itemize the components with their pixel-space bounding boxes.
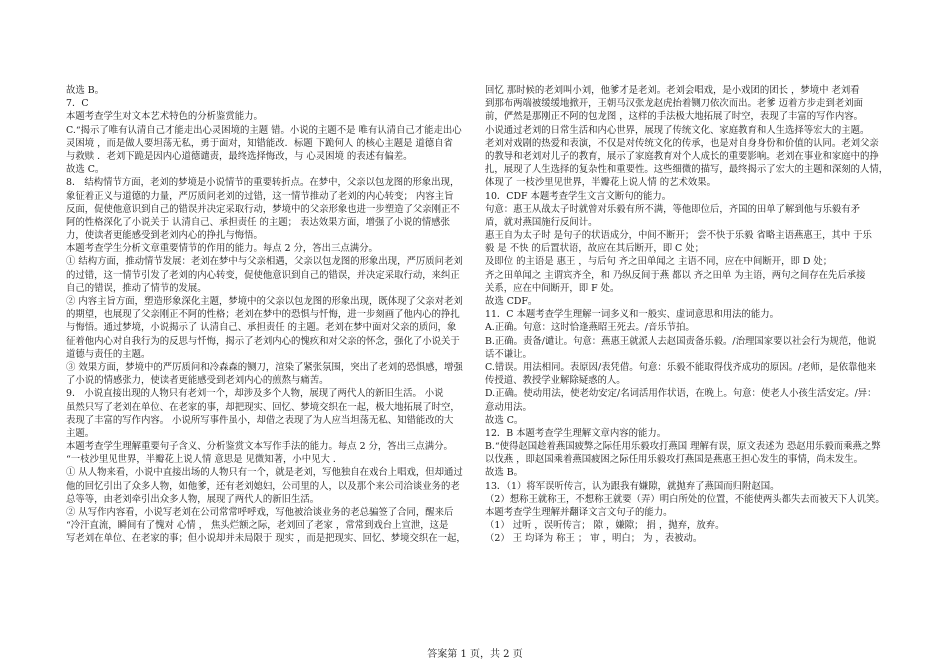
text-line: 齐之田单闻之 主谓宾齐全，和 乃纵反间于燕 都以 齐之田单 为主语，两句之间存在先后承接: [485, 269, 866, 281]
text-line: 力，使读者更能感受到老刘内心的挣扎与悔悟。: [66, 230, 263, 242]
text-line: A.正确。句意：这时恰逢燕昭王死去。/音乐节拍。: [485, 322, 695, 334]
text-line: 象征着正义与道德的力量，严厉质问老刘的过错，这一情节推动了老刘的内心转变； 内容主旨: [66, 190, 454, 202]
text-line: 10．CDF 本题考查学生文言文断句的能力。: [485, 190, 672, 202]
text-line: （2）想称王就称王，不想称王就要（弄）明白所处的位置，不能使两头都失去而被天下人讥笑。: [485, 493, 885, 505]
text-line: 13．（1）将军误听传言，认为跟我有嫌隙，就抛弃了燕国而归附赵国。: [485, 480, 780, 492]
text-line: 体现了 一枝沙里见世界，半瓣花上说人情 的艺术效果。: [485, 177, 716, 189]
text-line: 惠王自为太子时 是句子的状语成分，中间不断开； 尝不快于乐毅 省略主语燕惠王，其中 于乐: [485, 230, 872, 242]
text-line: 主题。: [66, 427, 95, 439]
text-line: 灵困境 ，而是做人要坦荡无私，勇于面对，知错能改．标题 下跪何人 的核心主题是 道德自省: [66, 137, 453, 149]
text-line: 反面，促使他意识到自己的错误并决定采取行动，梦境中的父亲形象也进一步塑造了父亲刚正不: [66, 203, 460, 215]
text-line: 他的回忆引出了众多人物，如他爹，还有老刘媳妇，公司里的人，以及那个来公司洽谈业务的老: [66, 480, 460, 492]
text-line: 关系，应在中间断开，即 F 处。: [485, 282, 620, 294]
text-line: D.正确。使动用法，使老幼安定/名词活用作状语，在晚上。句意：使老人小孩生活安定。/异：: [485, 388, 877, 400]
text-line: 本题考查学生对文本艺术特色的分析鉴赏能力。: [66, 111, 263, 123]
text-line: 老刘对戏剧的热爱和表演，不仅是对传统文化的传承，也是对自身身份和价值的认同。老刘父亲: [485, 137, 879, 149]
text-line: 的过错，这一情节引发了老刘的内心转变，促使他意识到自己的错误，并决定采取行动，来纠正: [66, 269, 460, 281]
text-line: 的期望，也展现了父亲刚正不阿的性格；老刘在梦中的恐惧与忏悔，进一步刻画了他内心的挣扎: [66, 309, 460, 321]
text-line: 到那布两端被缓缓地掀开，王朝马汉张龙赵虎抬着铡刀依次而出。老爹 迈着方步走到老刘面: [485, 98, 863, 110]
text-line: 与悔悟。通过梦境，小说揭示了 认清自己、承担责任 的主题。老刘在梦中面对父亲的质问，象: [66, 322, 457, 334]
text-line: 毅 是 不快 的后置状语，故应在其后断开，即 C 处；: [485, 243, 704, 255]
text-line: ② 内容主旨方面，塑造形象深化主题，梦境中的父亲以包龙图的形象出现，既体现了父亲对老刘: [66, 296, 463, 307]
text-line: 9． 小说直接出现的人物只有老刘一个，却涉及多个人物，展现了两代人的新旧生活。 小说: [66, 388, 444, 400]
text-line: “一枝沙里见世界，半瓣花上说人情 意思是 见微知著，小中见大 ．: [66, 454, 343, 466]
text-line: 故选 C。: [485, 414, 524, 426]
text-line: 表现了丰富的写作内容。 小说所写事件虽小，却借之表现了为人应当坦荡无私、知错能改的大: [66, 414, 454, 426]
text-line: ② 从写作内容看，小说写老刘在公司常常呼呼戏，写他被洽谈业务的老总骗签了合同，醒来后: [66, 507, 454, 518]
text-line: 虽然只写了老刘在单位、在老家的事，却把现实、回忆、梦境交织在一起，极大地拓展了时空，: [66, 401, 460, 413]
text-line: 11．C 本题考查学生理解一词多义和一般实、虚词意思和用法的能力。: [485, 309, 779, 321]
text-line: “冷汗直流，瞬间有了愧对 心情 ， 焦头烂额之际，老刘回了老家 ，常常到戏台上宣泄，这是: [66, 520, 449, 532]
text-line: B.正确。责备/谴让。句意：燕惠王就派人去赵国责备乐毅。/治理国家要以社会行为规范，他说: [485, 335, 877, 347]
text-line: 与救赎 ．老刘下跪是因内心道德谴责，最终选择悔改，与 心灵困境 的表述有偏差。: [66, 150, 413, 162]
text-line: 传授道、教授学业解除疑惑的人。: [485, 375, 626, 387]
text-line: 了小说的情感张力，使读者更能感受到老刘内心的煎熬与痛苦。: [66, 375, 329, 387]
text-line: 句意：惠王从战太子时就曾对乐毅有所不满，等他即位后，齐国的田单了解到他与乐毅有矛: [485, 203, 861, 215]
text-line: 扎，展现了人生选择的复杂性和重要性。这些细微的描写，最终揭示了宏大的主题和深刻的人情，: [485, 164, 889, 176]
text-line: 征着他内心对自我行为的反思与忏悔，揭示了老刘内心的愧疚和对父亲的怀念，强化了小说关于: [66, 335, 460, 347]
text-line: 本题考查学生理解并翻译文言文句子的能力。: [485, 507, 673, 518]
text-line: （1） 过听 ，误听传言； 隙 ，嫌隙； 捐 ，抛弃，放弃。: [485, 520, 725, 532]
text-line: 的教导和老刘对儿子的教育，展示了家庭教育对个人成长的重要影响。老刘在事业和家庭中的挣: [485, 150, 879, 162]
text-line: 盾，就对燕国施行反间计。: [485, 216, 598, 228]
left-column: [66, 84, 472, 546]
text-line: ① 结构方面，推动情节发展：老刘在梦中与父亲相遇，父亲以包龙图的形象出现，严厉质问老刘: [66, 256, 463, 268]
text-line: 小说通过老刘的日常生活和内心世界，展现了传统文化、家庭教育和人生选择等宏大的主题。: [485, 124, 870, 136]
text-line: 意动用法。: [485, 401, 532, 413]
text-line: ① 从人物来看，小说中直接出场的人物只有一个，就是老刘，写他独自在戏台上唱戏，但却通过: [66, 467, 463, 479]
text-line: 自己的错误，推动了情节的发展。: [66, 282, 207, 294]
text-line: 本题考查学生分析文章重要情节的作用的能力。每点 2 分，答出三点满分。: [66, 243, 378, 255]
text-line: 故选 B。: [485, 467, 523, 479]
text-line: 前，俨然是那刚正不阿的包龙图 ，这样的手法极大地拓展了时空，表现了丰富的写作内容。: [485, 111, 863, 123]
text-line: C.“揭示了唯有认清自己才能走出心灵困境的主题 错。小说的主题不是 唯有认清自己才能走出心: [66, 124, 462, 136]
text-line: 阿的性格深化了小说关于 认清自己、承担责任 的主题； 表达效果方面，增强了小说的情感张: [66, 216, 450, 228]
text-line: 及即位 的主语是 惠王 ，与后句 齐之田单闻之 主语不同，应在中间断开，即 D 处；: [485, 256, 833, 268]
text-line: 故选 C。: [66, 164, 105, 176]
text-line: 故选 B。: [66, 85, 104, 96]
text-line: 12．B 本题考查学生理解文章内容的能力。: [485, 427, 667, 439]
text-line: B.“使得赵国趁着燕国疲弊之际任用乐毅攻打燕国 理解有误，原文表述为 恐赵用乐毅而乘燕之弊: [485, 441, 881, 453]
text-line: 8． 结构情节方面，老刘的梦境是小说情节的重要转折点。在梦中，父亲以包龙图的形象出现，: [66, 177, 460, 189]
text-line: 7．C: [66, 98, 89, 110]
text-line: 回忆 那时候的老刘叫小刘，他爹才是老刘。老刘会唱戏，是小戏团的团长 ，梦境中 老刘看: [485, 85, 860, 96]
page-footer: 答案第 1 页，共 2 页: [427, 649, 523, 660]
right-column: [485, 84, 903, 546]
text-line: （2） 王 均译为 称王 ； 审 ，明白； 为 ，表被动。: [485, 533, 703, 545]
text-line: 故选 CDF。: [485, 296, 538, 307]
text-line: 以伐燕 ，即赵国乘着燕国疲困之际任用乐毅攻打燕国是燕惠王担心发生的事情，尚未发生。: [485, 454, 863, 466]
text-line: ③ 效果方面，梦境中的严厉质问和冷森森的铡刀，渲染了紧张氛围，突出了老刘的恐惧感，增强: [66, 361, 463, 373]
text-line: 道德与责任的主题。: [66, 348, 151, 360]
text-line: C.错误。用法相同。表原因/表凭借。句意：乐毅不能取得伐齐成功的原因。/老师，是依靠他来: [485, 361, 877, 373]
text-line: 总等等，由老刘牵引出众多人物，展现了两代人的新旧生活。: [66, 493, 320, 505]
text-line: 写老刘在单位、在老家的事；但小说却并未局限于 现实 ，而是把现实、回忆、梦境交织在一起，: [66, 533, 466, 545]
text-line: 话不谦让。: [485, 348, 532, 360]
text-line: 本题考查学生理解重要句子含义、分析鉴赏文本写作手法的能力。每点 2 分，答出三点满分。: [66, 441, 453, 453]
